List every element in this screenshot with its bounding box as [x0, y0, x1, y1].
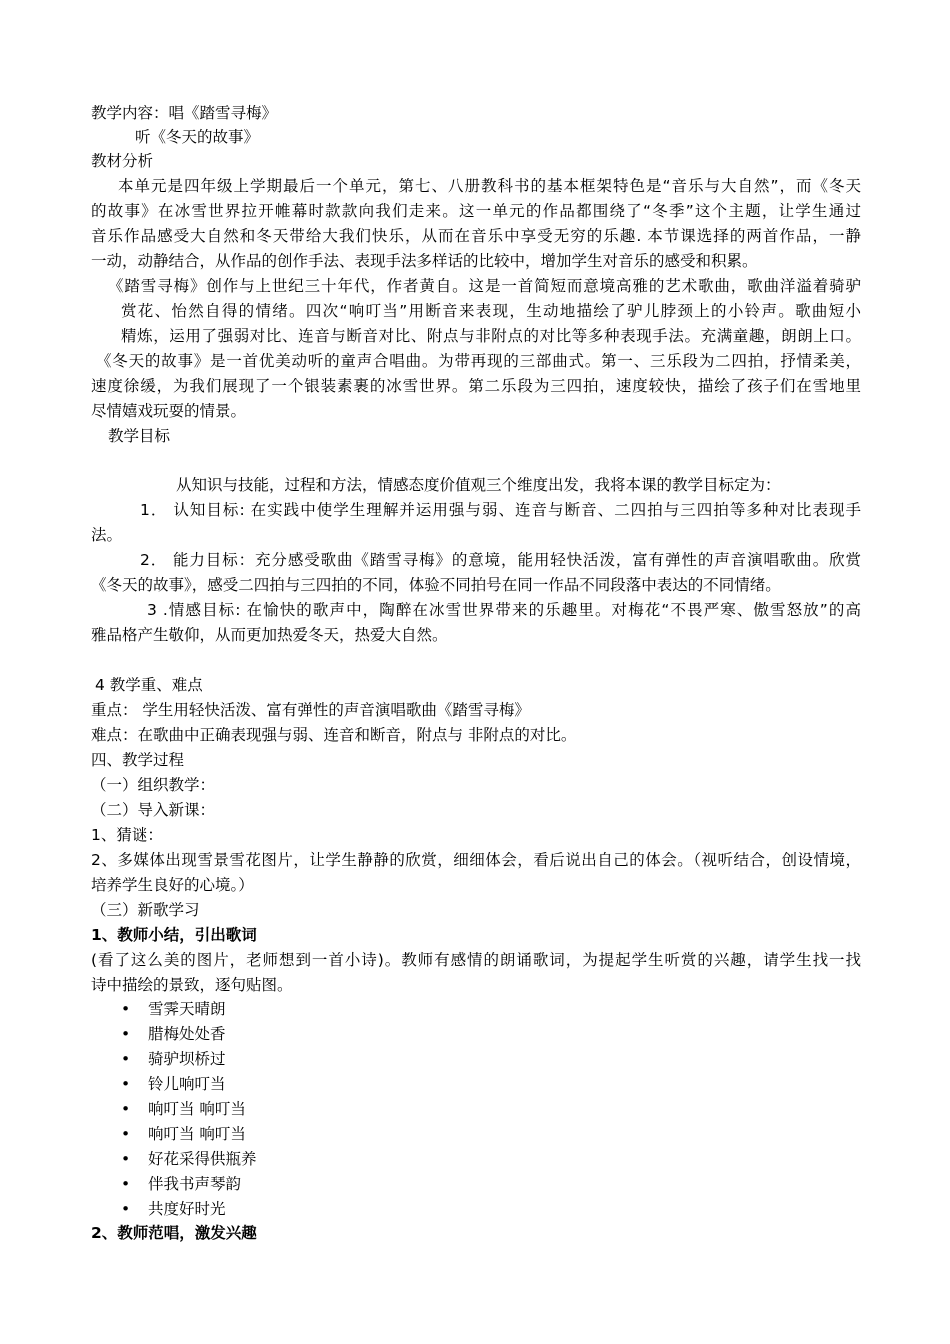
listen-line: 听《冬天的故事》	[135, 128, 260, 146]
step-line: 1、猜谜：	[91, 826, 163, 844]
section-heading-material-analysis: 教材分析	[91, 152, 154, 170]
key-point-line: 重点： 学生用轻快活泼、富有弹性的声音演唱歌曲《踏雪寻梅》	[91, 701, 530, 719]
paragraph-line: 《踏雪寻梅》创作与上世纪三十年代，作者黄自。这是一首简短而意境高雅的艺术歌曲，歌曲洋溢着骑驴	[108, 277, 861, 295]
lyric-list-item: • 腊梅处处香	[121, 1025, 226, 1043]
lyric-list-item: • 伴我书声琴韵	[121, 1175, 242, 1193]
difficulty-line: 难点：在歌曲中正确表现强与弱、连音和断音，附点与 非附点的对比。	[91, 726, 577, 744]
paragraph-line: 精炼，运用了强弱对比、连音与断音对比、附点与非附点的对比等多种表现手法。充满童趣，朗朗上口。	[121, 327, 861, 345]
paragraph-line: 音乐作品感受大自然和冬天带给大我们快乐，从而在音乐中享受无穷的乐趣. 本节课选择的两首作品，一静	[91, 227, 861, 245]
step-line: （三）新歌学习	[91, 901, 200, 919]
goal-1-line: 法。	[91, 526, 123, 544]
section-heading-teaching-goals: 教学目标	[108, 427, 171, 445]
step-line: （一）组织教学：	[91, 776, 216, 794]
lyric-list-item: • 骑驴坝桥过	[121, 1050, 226, 1068]
paragraph-line: 尽情嬉戏玩耍的情景。	[91, 402, 247, 420]
step-line: 培养学生良好的心境。）	[91, 876, 254, 894]
lyric-list-item: • 响叮当 响叮当	[121, 1100, 246, 1118]
paragraph-line: 的故事》在冰雪世界拉开帷幕时款款向我们走来。这一单元的作品都围绕了“冬季”这个主题，让学生通过	[91, 202, 861, 220]
paragraph-line: 速度徐缓，为我们展现了一个银装素裹的冰雪世界。第二乐段为三四拍，速度较快，描绘了孩子们在雪地里	[91, 377, 861, 395]
teaching-content-line: 教学内容：唱《踏雪寻梅》	[91, 104, 278, 122]
step-line: 2、教师范唱，激发兴趣	[91, 1224, 257, 1242]
section-heading-key-points: 4 教学重、难点	[95, 676, 203, 694]
section-heading-process: 四、教学过程	[91, 751, 185, 769]
paragraph-line: 《冬天的故事》是一首优美动听的童声合唱曲。为带再现的三部曲式。第一、三乐段为二四拍，抒情柔美，	[96, 352, 861, 370]
paragraph-line: 赏花、怡然自得的情绪。四次“响叮当”用断音来表现，生动地描绘了驴儿脖颈上的小铃声。歌曲短小	[121, 302, 861, 320]
goal-3-line: 3 .情感目标: 在愉快的歌声中，陶醉在冰雪世界带来的乐趣里。对梅花“不畏严寒、傲雪怒放”的高	[147, 601, 861, 619]
step-line: (看了这么美的图片，老师想到一首小诗)。教师有感情的朗诵歌词，为提起学生听赏的兴趣，请学生找一找	[91, 951, 861, 969]
goal-2-line: 2． 能力目标：充分感受歌曲《踏雪寻梅》的意境，能用轻快活泼，富有弹性的声音演唱歌曲。欣赏	[140, 551, 861, 569]
step-line: （二）导入新课：	[91, 801, 216, 819]
paragraph-line: 从知识与技能，过程和方法，情感态度价值观三个维度出发，我将本课的教学目标定为：	[176, 476, 781, 494]
lyric-list-item: • 共度好时光	[121, 1200, 226, 1218]
goal-1-line: 1． 认知目标: 在实践中使学生理解并运用强与弱、连音与断音、二四拍与三四拍等多种对比表现手	[140, 501, 861, 519]
lyric-list-item: • 雪霁天晴朗	[121, 1000, 226, 1018]
paragraph-line: 本单元是四年级上学期最后一个单元，第七、八册教科书的基本框架特色是“音乐与大自然”，而《冬天	[118, 177, 861, 195]
paragraph-line: 一动，动静结合，从作品的创作手法、表现手法多样话的比较中，增加学生对音乐的感受和积累。	[91, 252, 758, 270]
step-line: 诗中描绘的景致，逐句贴图。	[91, 976, 293, 994]
goal-2-line: 《冬天的故事》，感受二四拍与三四拍的不同，体验不同拍号在同一作品不同段落中表达的不同情绪。	[91, 576, 781, 594]
step-line: 1、教师小结，引出歌词	[91, 926, 257, 944]
lyric-list-item: • 响叮当 响叮当	[121, 1125, 246, 1143]
lyric-list-item: • 铃儿响叮当	[121, 1075, 226, 1093]
step-line: 2、多媒体出现雪景雪花图片，让学生静静的欣赏，细细体会，看后说出自己的体会。（视听结合，创设情境，	[91, 851, 861, 869]
lyric-list-item: • 好花采得供瓶养	[121, 1150, 257, 1168]
goal-3-line: 雅品格产生敬仰，从而更加热爱冬天，热爱大自然。	[91, 626, 448, 644]
